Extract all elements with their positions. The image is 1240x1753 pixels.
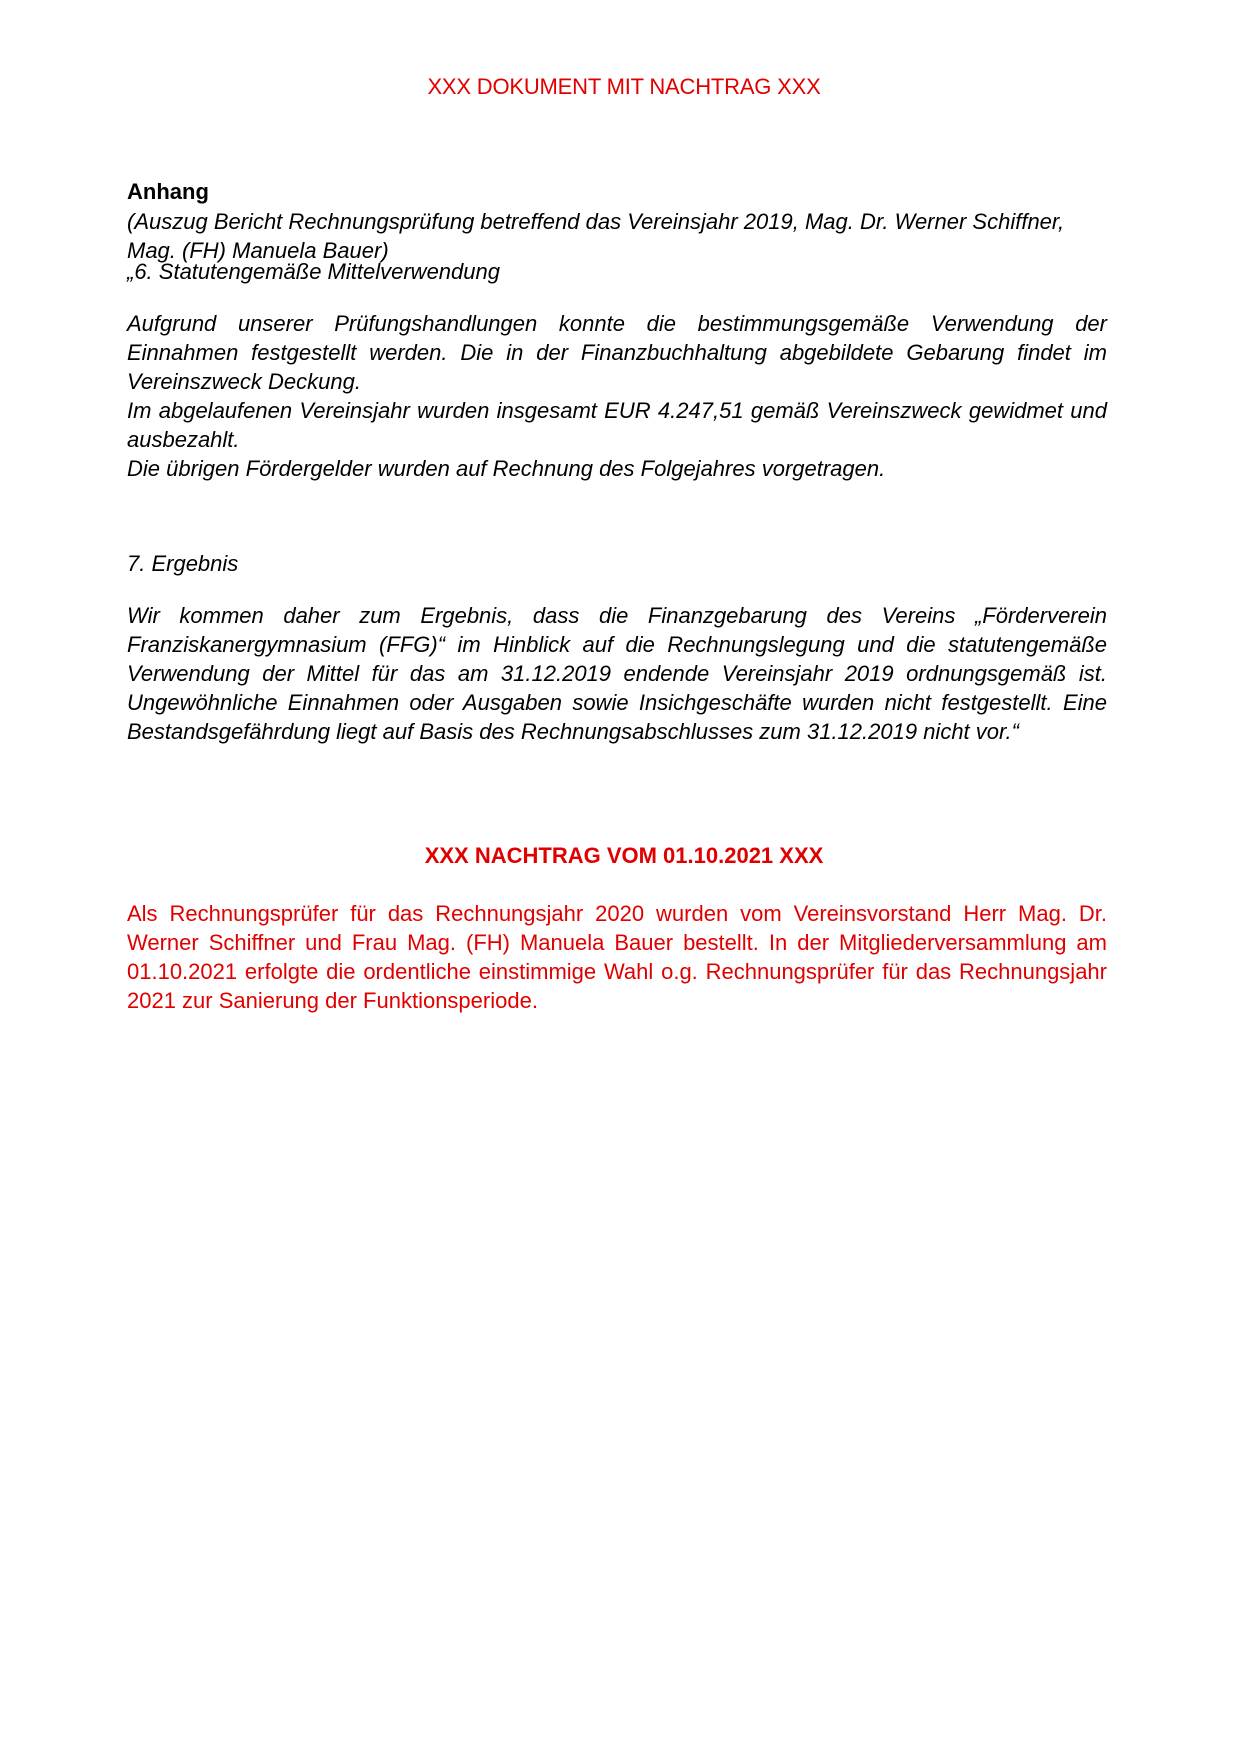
section-6-body [127,309,1107,483]
document-title: XXX DOKUMENT MIT NACHTRAG XXX [427,74,821,99]
section-7-body [127,601,1107,746]
section-7-paragraph: Wir kommen daher zum Ergebnis, dass die Finanzgebarung des Vereins „Förderverein Franziskanergymnasium (FFG)“ im Hinblick auf die Rechnungslegung und die statutengemäße Verwendung der Mittel für das am 31.12.2019 endende Vereinsjahr 2019 ordnungsgemäß ist. Ungewöhnliche Einnahmen oder Ausgaben sowie Insichgeschäfte wurden nicht festgestellt. Eine Bestandsgefährdung liegt auf Basis des Rechnungsabschlusses zum 31.12.2019 nicht vor.“ [127,603,1107,744]
section-6-paragraph: Im abgelaufenen Vereinsjahr wurden insgesamt EUR 4.247,51 gemäß Vereinszweck gewidmet und ausbezahlt. [127,398,1107,452]
annex-subtitle: (Auszug Bericht Rechnungsprüfung betreffend das Vereinsjahr 2019, Mag. Dr. Werner Schiffner, Mag. (FH) Manuela Bauer) [127,209,1065,263]
section-7-title: 7. Ergebnis [127,551,239,576]
addendum-body: Als Rechnungsprüfer für das Rechnungsjahr 2020 wurden vom Vereinsvorstand Herr Mag. Dr. Werner Schiffner und Frau Mag. (FH) Manuela Bauer bestellt. In der Mitgliederversammlung am 01.10.2021 erfolgte die ordentliche einstimmige Wahl o.g. Rechnungsprüfer für das Rechnungsjahr 2021 zur Sanierung der Funktionsperiode. [127,901,1107,1013]
section-6-paragraph: Aufgrund unserer Prüfungshandlungen konnte die bestimmungsgemäße Verwendung der Einnahmen festgestellt werden. Die in der Finanzbuchhaltung abgebildete Gebarung findet im Vereinszweck Deckung. [127,311,1107,394]
addendum-title: XXX NACHTRAG VOM 01.10.2021 XXX [424,843,824,868]
annex-heading: Anhang [127,179,209,204]
section-6-paragraph: Die übrigen Fördergelder wurden auf Rechnung des Folgejahres vorgetragen. [127,456,886,481]
section-6-title: „6. Statutengemäße Mittelverwendung [127,259,500,284]
